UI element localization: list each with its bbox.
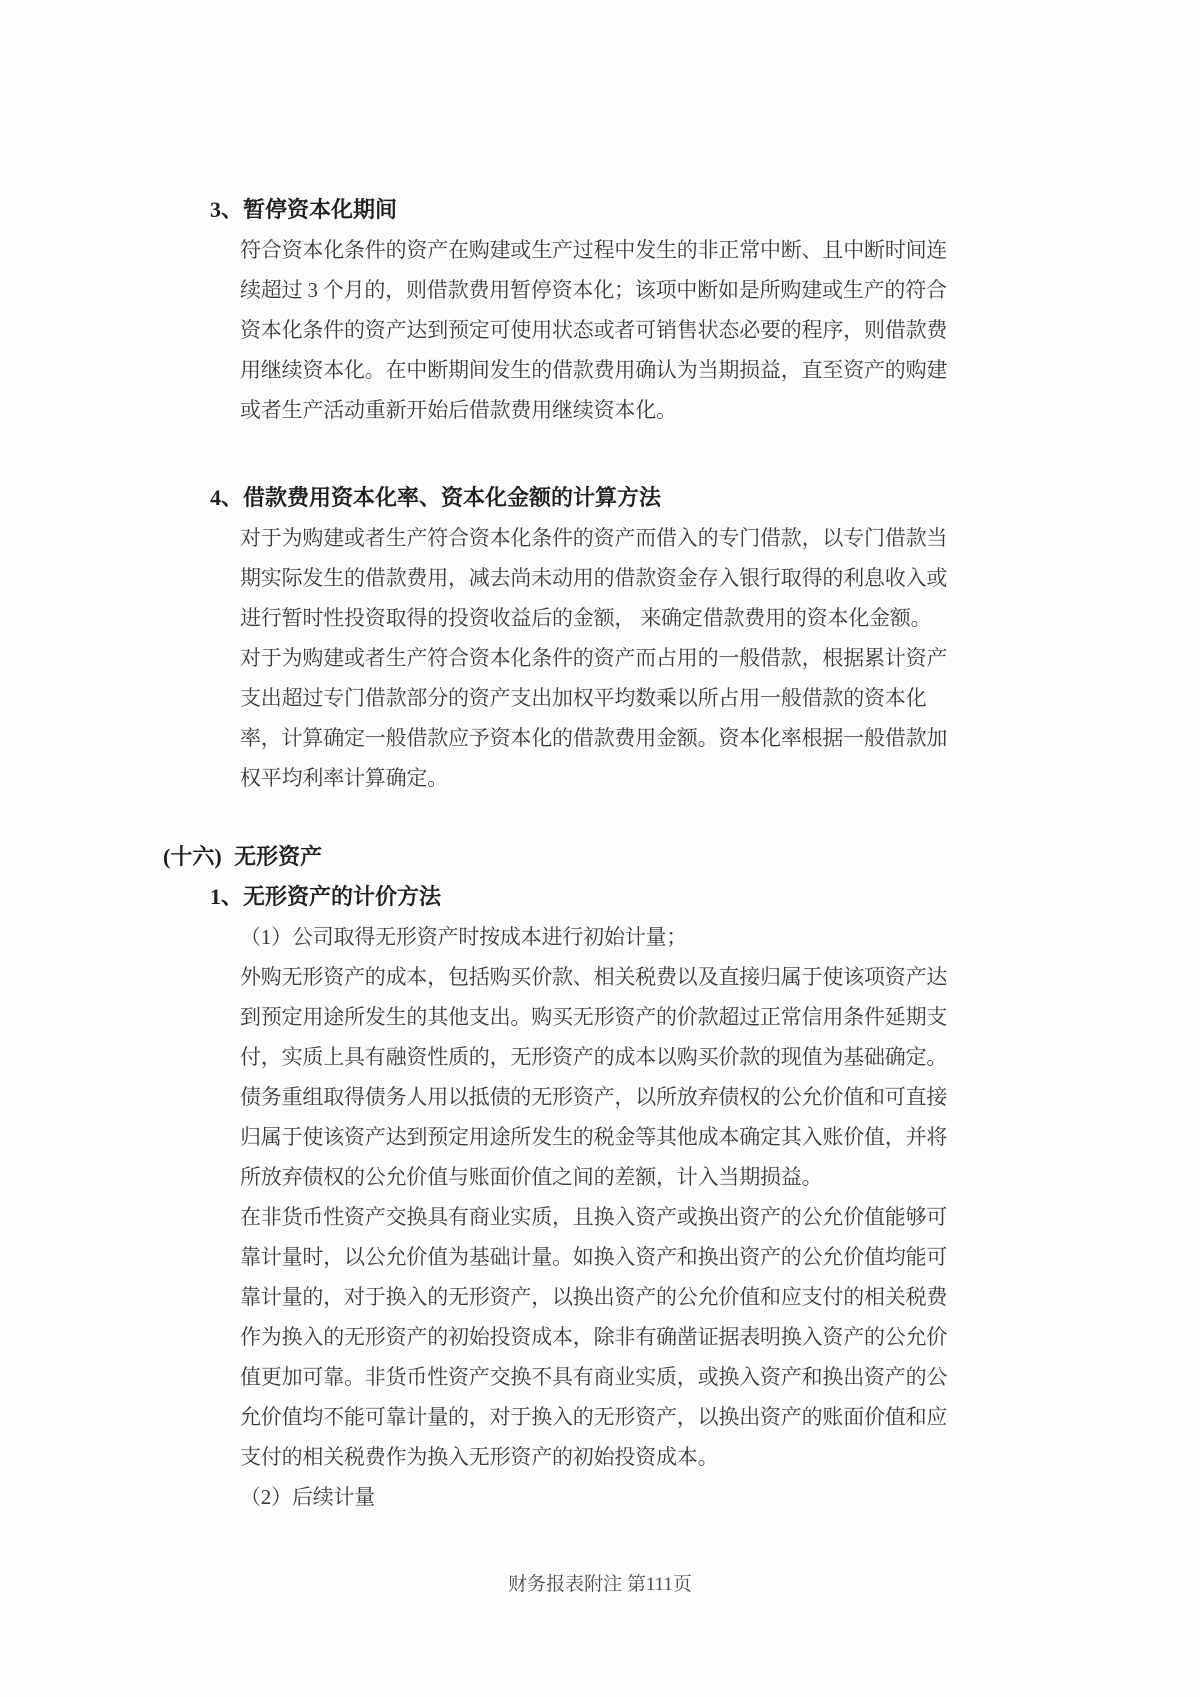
text-line: 债务重组取得债务人用以抵债的无形资产，以所放弃债权的公允价值和可直接 xyxy=(240,1085,948,1109)
text-line: 续超过 3 个月的，则借款费用暂停资本化；该项中断如是所购建或生产的符合 xyxy=(240,278,947,302)
section-3-body xyxy=(240,230,952,430)
text-line: 权平均利率计算确定。 xyxy=(240,766,448,790)
text-line: 资本化条件的资产达到预定可使用状态或者可销售状态必要的程序，则借款费 xyxy=(240,318,948,342)
text-line: 外购无形资产的成本，包括购买价款、相关税费以及直接归属于使该项资产达 xyxy=(240,965,948,989)
section-number: 4、 xyxy=(210,485,244,510)
text-line: 对于为购建或者生产符合资本化条件的资产而占用的一般借款，根据累计资产 xyxy=(240,646,948,670)
text-line: 符合资本化条件的资产在购建或生产过程中发生的非正常中断、且中断时间连 xyxy=(240,238,948,262)
text-line: 靠计量的，对于换入的无形资产，以换出资产的公允价值和应支付的相关税费 xyxy=(240,1285,948,1309)
text-line: 靠计量时，以公允价值为基础计量。如换入资产和换出资产的公允价值均能可 xyxy=(240,1245,948,1269)
text-line: 进行暂时性投资取得的投资收益后的金额， 来确定借款费用的资本化金额。 xyxy=(240,606,932,630)
section-title: 暂停资本化期间 xyxy=(243,197,398,222)
text-line: 支付的相关税费作为换入无形资产的初始投资成本。 xyxy=(240,1445,719,1469)
section-3 xyxy=(210,190,952,430)
footer-text: 财务报表附注 第111页 xyxy=(508,1574,692,1595)
section-3-heading xyxy=(210,190,952,230)
text-line: 所放弃债权的公允价值与账面价值之间的差额，计入当期损益。 xyxy=(240,1165,823,1189)
chapter-heading xyxy=(163,837,1000,877)
text-line: 期实际发生的借款费用，减去尚未动用的借款资金存入银行取得的利息收入或 xyxy=(240,566,948,590)
section-4 xyxy=(210,478,952,798)
section-4-heading xyxy=(210,478,952,518)
text-line: 作为换入的无形资产的初始投资成本，除非有确凿证据表明换入资产的公允价 xyxy=(240,1325,948,1349)
section-title: 借款费用资本化率、资本化金额的计算方法 xyxy=(243,485,662,510)
text-line: 允价值均不能可靠计量的，对于换入的无形资产，以换出资产的账面价值和应 xyxy=(240,1405,948,1429)
text-line: 到预定用途所发生的其他支出。购买无形资产的价款超过正常信用条件延期支 xyxy=(240,1005,948,1029)
text-line: （1）公司取得无形资产时按成本进行初始计量； xyxy=(240,925,688,949)
page-footer xyxy=(0,1572,1200,1598)
text-line: 对于为购建或者生产符合资本化条件的资产而借入的专门借款，以专门借款当 xyxy=(240,526,948,550)
subsection-title: 无形资产的计价方法 xyxy=(243,884,442,909)
text-line: 付，实质上具有融资性质的，无形资产的成本以购买价款的现值为基础确定。 xyxy=(240,1045,948,1069)
text-line: （2）后续计量 xyxy=(240,1485,376,1509)
text-line: 用继续资本化。在中断期间发生的借款费用确认为当期损益，直至资产的购建 xyxy=(240,358,948,382)
subsection-1-body xyxy=(240,917,1000,1517)
text-line: 率，计算确定一般借款应予资本化的借款费用金额。资本化率根据一般借款加 xyxy=(240,726,948,750)
text-line: 支出超过专门借款部分的资产支出加权平均数乘以所占用一般借款的资本化 xyxy=(240,686,927,710)
chapter-title: 无形资产 xyxy=(234,844,323,869)
section-number: 3、 xyxy=(210,197,244,222)
chapter-16 xyxy=(163,837,1000,1517)
section-4-body xyxy=(240,518,952,798)
text-line: 在非货币性资产交换具有商业实质，且换入资产或换出资产的公允价值能够可 xyxy=(240,1205,948,1229)
chapter-number: (十六) xyxy=(163,844,222,869)
subsection-1-heading xyxy=(210,877,1000,917)
text-line: 或者生产活动重新开始后借款费用继续资本化。 xyxy=(240,398,677,422)
text-line: 归属于使该资产达到预定用途所发生的税金等其他成本确定其入账价值，并将 xyxy=(240,1125,948,1149)
subsection-number: 1、 xyxy=(210,884,244,909)
text-line: 值更加可靠。非货币性资产交换不具有商业实质，或换入资产和换出资产的公 xyxy=(240,1365,948,1389)
subsection-1 xyxy=(210,877,1000,1517)
